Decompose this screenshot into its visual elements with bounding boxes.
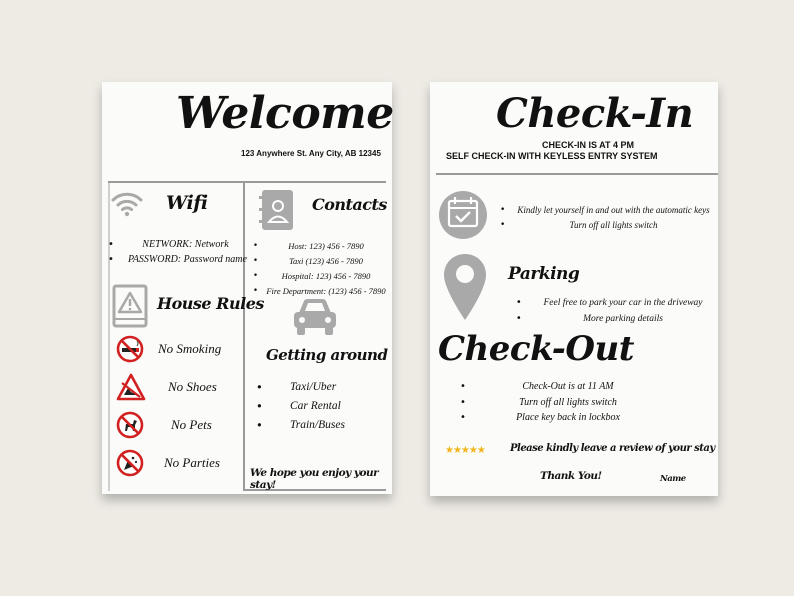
checkin-system-line: SELF CHECK-IN WITH KEYLESS ENTRY SYSTEM bbox=[446, 151, 658, 161]
list-item: • NETWORK: Network bbox=[108, 237, 243, 252]
list-item: • Feel free to park your car in the driveway bbox=[516, 295, 716, 311]
wifi-heading: Wifi bbox=[166, 192, 208, 214]
thank-you-text: Thank You! bbox=[540, 470, 602, 482]
checkout-list bbox=[460, 379, 660, 426]
checkin-card bbox=[430, 82, 718, 496]
getting-around-heading: Getting around bbox=[266, 346, 388, 364]
list-item: • Place key back in lockbox bbox=[460, 410, 660, 426]
name-signature: Name bbox=[660, 474, 686, 484]
wifi-list bbox=[108, 237, 247, 267]
rule-row bbox=[116, 373, 256, 403]
header-divider bbox=[108, 181, 386, 183]
no-smoking-icon bbox=[116, 335, 144, 363]
list-item: • Turn off all lights switch bbox=[500, 218, 715, 233]
list-item: • Train/Buses bbox=[256, 416, 386, 435]
list-item: • Taxi/Uber bbox=[256, 378, 386, 397]
car-icon bbox=[291, 295, 339, 339]
contact-book-icon bbox=[258, 189, 294, 231]
list-item: • More parking details bbox=[516, 311, 716, 327]
welcome-title: Welcome bbox=[176, 88, 394, 139]
rule-row bbox=[116, 335, 256, 365]
map-pin-icon bbox=[442, 252, 488, 322]
getting-around-list bbox=[256, 378, 386, 435]
contacts-list bbox=[253, 239, 389, 299]
list-item: • PASSWORD: Password name bbox=[108, 252, 243, 267]
checkin-list bbox=[500, 203, 715, 233]
checkin-time-line: CHECK-IN IS AT 4 PM bbox=[542, 140, 635, 150]
house-rules-heading: House Rules bbox=[157, 294, 264, 313]
no-shoes-icon bbox=[116, 373, 146, 401]
list-item: • Host: 123) 456 - 7890 bbox=[253, 239, 389, 254]
list-item: • Kindly let yourself in and out with the automatic keys bbox=[500, 203, 715, 218]
parking-list bbox=[516, 295, 716, 327]
parking-heading: Parking bbox=[508, 264, 580, 284]
rule-label: No Parties bbox=[164, 455, 220, 470]
list-item: • Check-Out is at 11 AM bbox=[460, 379, 660, 395]
warning-book-icon bbox=[111, 283, 149, 329]
wifi-icon bbox=[110, 188, 144, 218]
list-item: • Taxi (123) 456 - 7890 bbox=[253, 254, 389, 269]
rule-label: No Shoes bbox=[168, 379, 217, 394]
no-parties-icon bbox=[116, 449, 144, 477]
left-edge-line bbox=[108, 183, 110, 491]
review-text: Please kindly leave a review of your stay bbox=[510, 443, 715, 454]
list-item: • Fire Department: (123) 456 - 7890 bbox=[253, 284, 389, 299]
contacts-heading: Contacts bbox=[312, 195, 387, 214]
rule-row bbox=[116, 411, 256, 441]
calendar-check-icon bbox=[438, 186, 488, 240]
list-item: • Hospital: 123) 456 - 7890 bbox=[253, 269, 389, 284]
list-item: • Car Rental bbox=[256, 397, 386, 416]
checkout-heading: Check-Out bbox=[438, 329, 634, 369]
list-item: • Turn off all lights switch bbox=[460, 395, 660, 411]
rule-row bbox=[116, 449, 256, 479]
address-line: 123 Anywhere St. Any City, AB 12345 bbox=[241, 149, 381, 158]
review-stars: ★★★★★ bbox=[445, 445, 485, 456]
checkin-title: Check-In bbox=[496, 90, 694, 137]
welcome-footer: We hope you enjoy your stay! bbox=[250, 467, 379, 491]
checkin-divider bbox=[436, 173, 718, 175]
rule-label: No Pets bbox=[171, 417, 212, 432]
rule-label: No Smoking bbox=[158, 341, 222, 356]
no-pets-icon bbox=[116, 411, 144, 439]
welcome-card bbox=[102, 82, 392, 494]
